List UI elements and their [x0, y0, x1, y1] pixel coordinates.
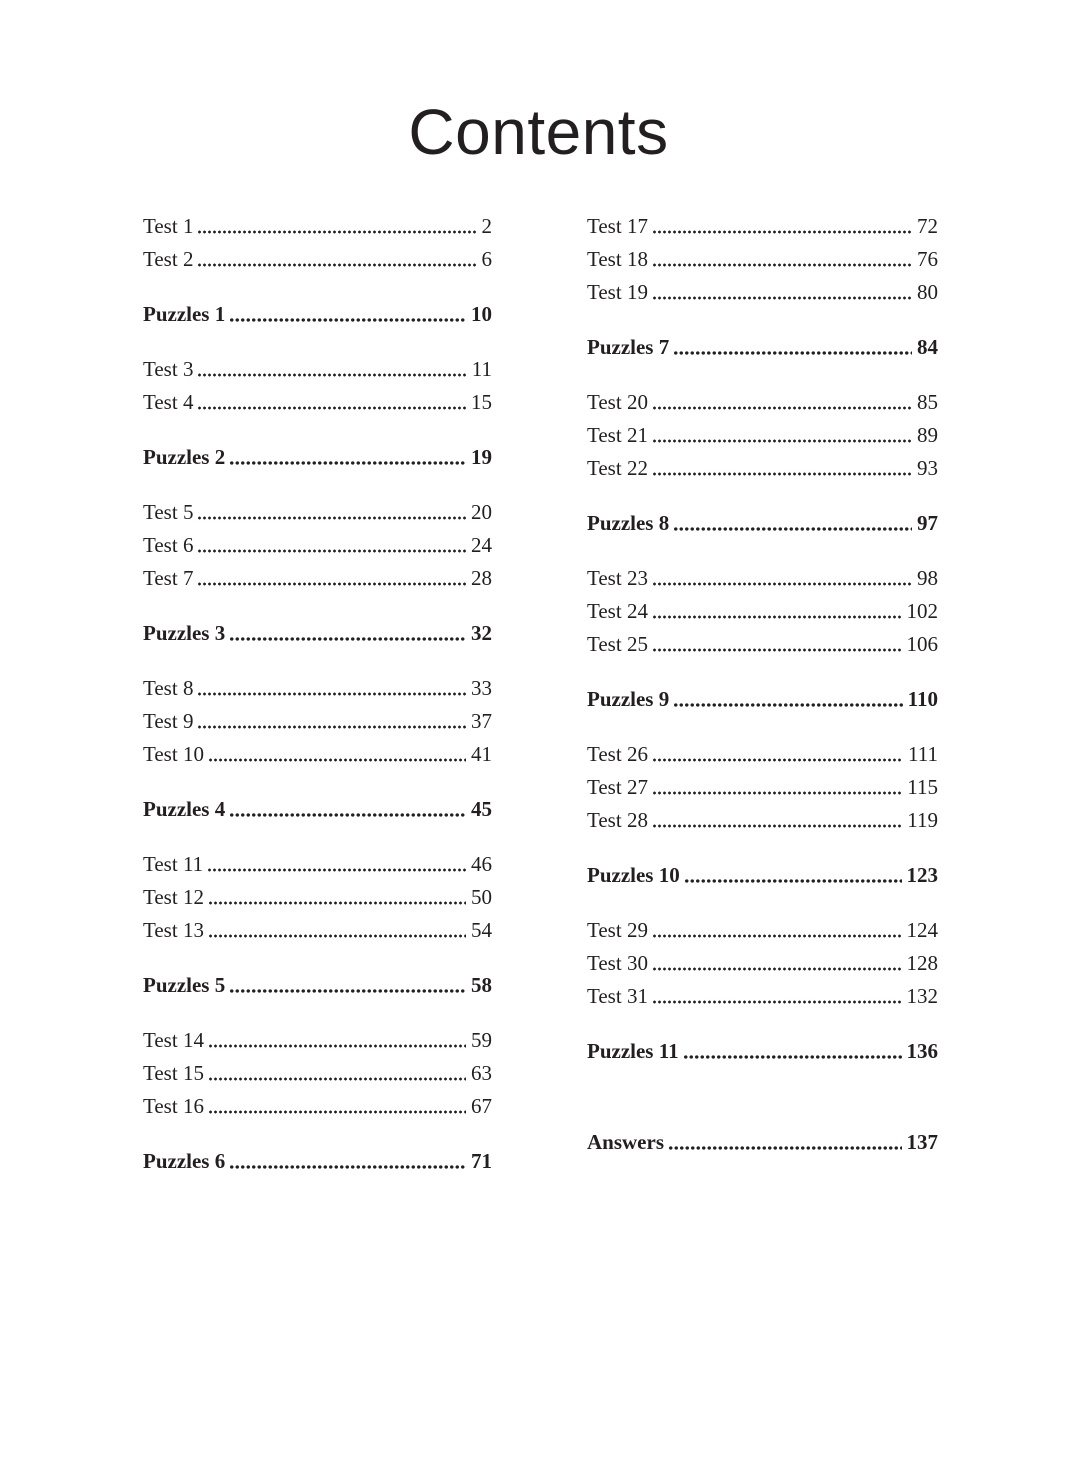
- toc-entry-label: Test 5: [143, 500, 194, 524]
- dot-leader: [197, 358, 466, 380]
- dot-leader: [652, 215, 912, 237]
- toc-entry: [587, 776, 938, 798]
- toc-entry-label: Test 23: [587, 566, 648, 590]
- toc-entry-label: Test 14: [143, 1028, 204, 1052]
- toc-entry-label: Puzzles 3: [143, 621, 226, 645]
- toc-entry-label: Answers: [587, 1130, 664, 1154]
- toc-entry-label: Puzzles 6: [143, 1149, 226, 1173]
- toc-entry-page: 132: [906, 984, 938, 1008]
- toc-entry-page: 97: [917, 511, 938, 535]
- toc-entry: [587, 248, 938, 270]
- toc-column-right: [587, 215, 938, 1205]
- toc-entry-page: 72: [917, 214, 938, 238]
- toc-entry-label: Test 16: [143, 1094, 204, 1118]
- toc-entry-label: Test 19: [587, 280, 648, 304]
- toc-entry-label: Test 17: [587, 214, 648, 238]
- dot-leader: [208, 1062, 466, 1084]
- dot-leader: [652, 776, 902, 798]
- toc-entry-page: 119: [907, 808, 938, 832]
- toc-entry: [587, 567, 938, 589]
- toc-entry-page: 76: [917, 247, 938, 271]
- toc-entry-label: Puzzles 10: [587, 863, 680, 887]
- toc-entry-page: 80: [917, 280, 938, 304]
- dot-leader: [652, 952, 902, 974]
- toc-entry-label: Puzzles 11: [587, 1039, 679, 1063]
- toc-entry-label: Test 7: [143, 566, 194, 590]
- toc-entry: [587, 864, 938, 886]
- toc-entry-page: 41: [471, 742, 492, 766]
- dot-leader: [197, 501, 466, 523]
- dot-leader: [673, 688, 902, 710]
- toc-entry-label: Test 8: [143, 676, 194, 700]
- dot-leader: [673, 512, 912, 534]
- dot-leader: [683, 1040, 902, 1062]
- toc-entry-page: 11: [471, 357, 492, 381]
- toc-entry-label: Test 30: [587, 951, 648, 975]
- toc-entry-page: 123: [906, 863, 938, 887]
- toc-entry-label: Puzzles 5: [143, 973, 226, 997]
- toc-entry: [587, 1131, 938, 1153]
- dot-leader: [652, 743, 903, 765]
- dot-leader: [197, 248, 476, 270]
- dot-leader: [229, 798, 466, 820]
- toc-entry: [143, 501, 492, 523]
- toc-entry: [143, 886, 492, 908]
- toc-entry-page: 98: [917, 566, 938, 590]
- toc-entry-label: Test 10: [143, 742, 204, 766]
- contents-page: [0, 96, 1077, 1460]
- toc-entry-label: Test 4: [143, 390, 194, 414]
- toc-entry-label: Test 24: [587, 599, 648, 623]
- toc-entry-label: Test 29: [587, 918, 648, 942]
- dot-leader: [208, 743, 466, 765]
- toc-entry-page: 28: [471, 566, 492, 590]
- toc-entry: [587, 1040, 938, 1062]
- toc-entry: [587, 424, 938, 446]
- toc-entry-label: Test 15: [143, 1061, 204, 1085]
- toc-entry-page: 24: [471, 533, 492, 557]
- toc-entry: [143, 446, 492, 468]
- toc-entry: [143, 974, 492, 996]
- toc-entry: [587, 809, 938, 831]
- toc-entry: [143, 215, 492, 237]
- toc-entry-label: Test 21: [587, 423, 648, 447]
- toc-entry: [143, 622, 492, 644]
- dot-leader: [652, 248, 912, 270]
- toc-entry-label: Test 28: [587, 808, 648, 832]
- toc-entry-label: Puzzles 9: [587, 687, 670, 711]
- toc-entry-label: Test 25: [587, 632, 648, 656]
- toc-entry-label: Test 11: [143, 852, 204, 876]
- dot-leader: [652, 809, 902, 831]
- toc-entry-page: 89: [917, 423, 938, 447]
- toc-entry-page: 71: [471, 1149, 492, 1173]
- dot-leader: [197, 677, 466, 699]
- dot-leader: [684, 864, 902, 886]
- dot-leader: [652, 567, 912, 589]
- toc-entry-label: Test 31: [587, 984, 648, 1008]
- toc-entry-label: Test 3: [143, 357, 194, 381]
- toc-entry: [143, 853, 492, 875]
- toc-entry-label: Test 13: [143, 918, 204, 942]
- dot-leader: [673, 336, 912, 358]
- toc-entry: [587, 600, 938, 622]
- toc-entry: [143, 391, 492, 413]
- dot-leader: [229, 622, 466, 644]
- dot-leader: [208, 886, 466, 908]
- toc-entry-label: Puzzles 8: [587, 511, 670, 535]
- toc-entry-page: 10: [471, 302, 492, 326]
- dot-leader: [229, 1150, 466, 1172]
- toc-entry-page: 33: [471, 676, 492, 700]
- toc-entry-page: 54: [471, 918, 492, 942]
- toc-entry-page: 63: [471, 1061, 492, 1085]
- toc-entry-page: 93: [917, 456, 938, 480]
- toc-entry: [587, 336, 938, 358]
- page-title: Contents: [408, 96, 669, 168]
- toc-entry: [143, 248, 492, 270]
- toc-entry: [143, 1029, 492, 1051]
- dot-leader: [229, 446, 466, 468]
- toc-entry-label: Test 22: [587, 456, 648, 480]
- toc-entry: [143, 919, 492, 941]
- toc-entry-page: 124: [906, 918, 938, 942]
- dot-leader: [197, 710, 466, 732]
- dot-leader: [229, 303, 466, 325]
- toc-entry-page: 111: [908, 742, 938, 766]
- toc-entry-label: Test 9: [143, 709, 194, 733]
- dot-leader: [652, 457, 912, 479]
- toc-entry: [143, 303, 492, 325]
- toc-entry: [587, 952, 938, 974]
- dot-leader: [207, 853, 466, 875]
- toc-entry: [587, 743, 938, 765]
- dot-leader: [652, 633, 902, 655]
- dot-leader: [208, 1095, 466, 1117]
- toc-entry-label: Puzzles 1: [143, 302, 226, 326]
- toc-entry: [143, 534, 492, 556]
- toc-entry-page: 136: [906, 1039, 938, 1063]
- dot-leader: [652, 281, 912, 303]
- toc-entry-page: 20: [471, 500, 492, 524]
- toc-entry-page: 84: [917, 335, 938, 359]
- dot-leader: [668, 1131, 902, 1153]
- toc-entry: [587, 985, 938, 1007]
- dot-leader: [197, 567, 466, 589]
- toc-entry-label: Test 18: [587, 247, 648, 271]
- toc-entry-label: Puzzles 4: [143, 797, 226, 821]
- toc-entry-label: Test 20: [587, 390, 648, 414]
- dot-leader: [197, 534, 466, 556]
- toc-entry: [143, 798, 492, 820]
- toc-entry-page: 46: [471, 852, 492, 876]
- toc-entry: [587, 633, 938, 655]
- dot-leader: [208, 919, 466, 941]
- dot-leader: [208, 1029, 466, 1051]
- toc-entry-page: 106: [906, 632, 938, 656]
- toc-entry: [143, 1062, 492, 1084]
- toc-entry-page: 85: [917, 390, 938, 414]
- toc-entry: [143, 1150, 492, 1172]
- toc-entry-page: 102: [906, 599, 938, 623]
- toc-entry-page: 137: [906, 1130, 938, 1154]
- toc-entry: [587, 215, 938, 237]
- toc-entry: [587, 457, 938, 479]
- toc-entry: [587, 688, 938, 710]
- toc-entry-page: 37: [471, 709, 492, 733]
- toc-entry-page: 59: [471, 1028, 492, 1052]
- toc-entry-label: Puzzles 7: [587, 335, 670, 359]
- toc-entry: [587, 281, 938, 303]
- toc-entry-page: 67: [471, 1094, 492, 1118]
- toc-entry-label: Test 2: [143, 247, 194, 271]
- table-of-contents: [0, 215, 1077, 1205]
- toc-entry-page: 2: [481, 214, 492, 238]
- toc-entry-label: Puzzles 2: [143, 445, 226, 469]
- toc-entry-label: Test 1: [143, 214, 194, 238]
- dot-leader: [197, 391, 466, 413]
- toc-column-left: [143, 215, 492, 1205]
- toc-entry-page: 6: [481, 247, 492, 271]
- toc-entry: [587, 919, 938, 941]
- toc-entry-label: Test 12: [143, 885, 204, 909]
- toc-entry-page: 50: [471, 885, 492, 909]
- toc-entry-page: 128: [906, 951, 938, 975]
- toc-entry-page: 45: [471, 797, 492, 821]
- toc-entry-label: Test 26: [587, 742, 648, 766]
- toc-entry-page: 32: [471, 621, 492, 645]
- dot-leader: [652, 985, 902, 1007]
- toc-entry: [143, 567, 492, 589]
- toc-entry: [143, 358, 492, 380]
- dot-leader: [229, 974, 466, 996]
- toc-entry-page: 19: [471, 445, 492, 469]
- dot-leader: [652, 391, 912, 413]
- dot-leader: [197, 215, 476, 237]
- dot-leader: [652, 424, 912, 446]
- toc-entry: [143, 743, 492, 765]
- toc-entry: [587, 512, 938, 534]
- toc-entry: [143, 1095, 492, 1117]
- dot-leader: [652, 919, 902, 941]
- toc-entry-label: Test 6: [143, 533, 194, 557]
- toc-entry: [143, 677, 492, 699]
- toc-entry: [587, 391, 938, 413]
- toc-entry-page: 110: [907, 687, 938, 711]
- dot-leader: [652, 600, 902, 622]
- toc-entry: [143, 710, 492, 732]
- toc-entry-page: 15: [471, 390, 492, 414]
- toc-entry-label: Test 27: [587, 775, 648, 799]
- toc-entry-page: 58: [471, 973, 492, 997]
- toc-entry-page: 115: [907, 775, 938, 799]
